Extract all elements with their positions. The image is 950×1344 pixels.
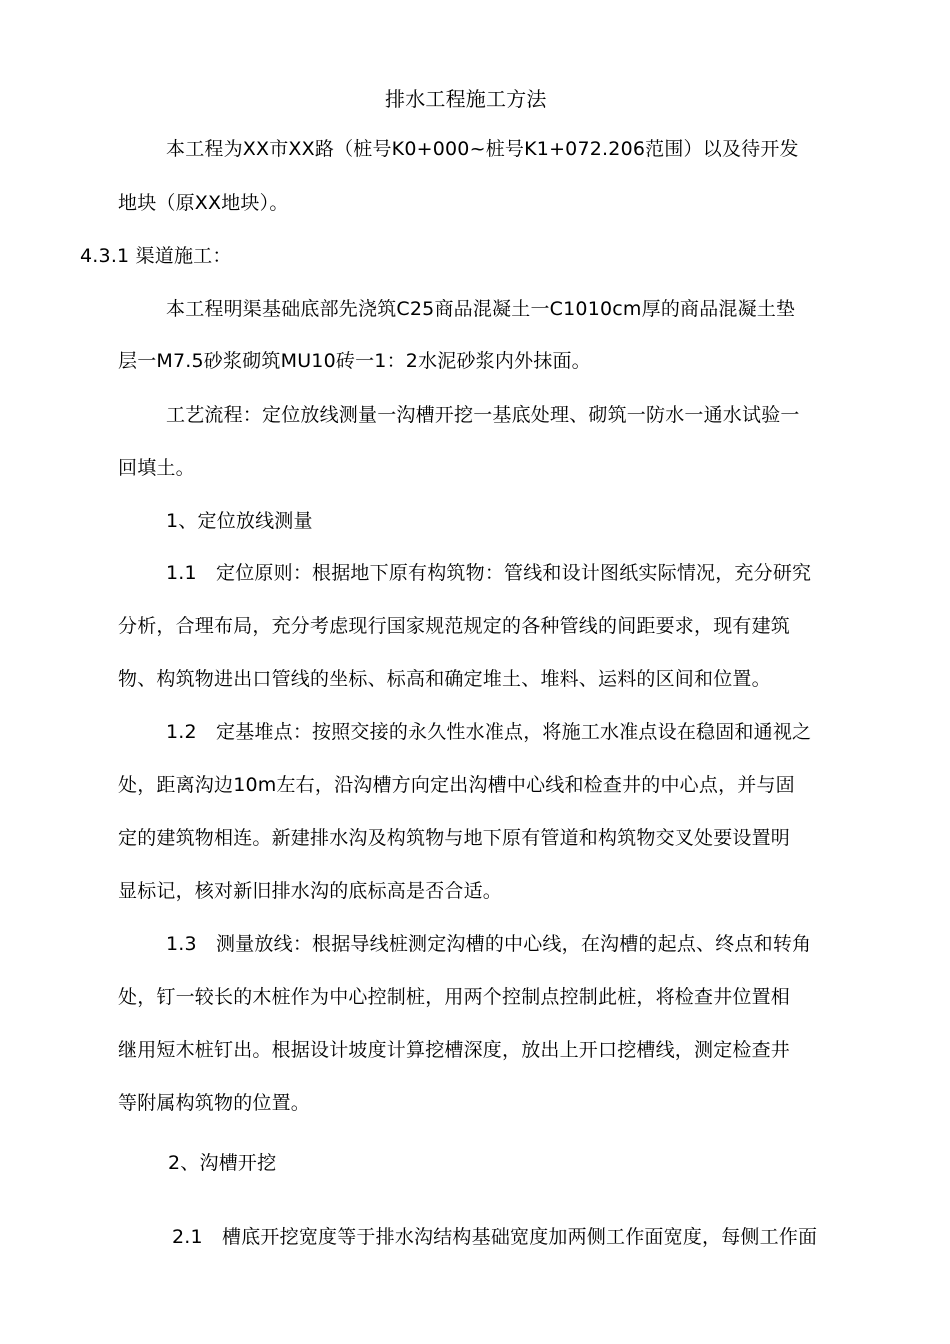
paragraph-line: 等附属构筑物的位置。: [118, 1092, 311, 1114]
paragraph-line: 1.1 定位原则：根据地下原有构筑物：管线和设计图纸实际情况，充分研究: [166, 562, 812, 584]
paragraph-line: 分析，合理布局，充分考虑现行国家规范规定的各种管线的间距要求，现有建筑: [118, 615, 791, 637]
paragraph-line: 处，距离沟边10m左右，沿沟槽方向定出沟槽中心线和检查井的中心点，并与固: [118, 774, 795, 796]
page-title: 排水工程施工方法: [385, 87, 547, 111]
paragraph-line: 1.3 测量放线：根据导线桩测定沟槽的中心线，在沟槽的起点、终点和转角: [166, 933, 812, 955]
paragraph-line: 处，钉一较长的木桩作为中心控制桩，用两个控制点控制此桩，将检查井位置相: [118, 986, 791, 1008]
subsection-heading: 1、定位放线测量: [166, 510, 313, 532]
paragraph-line: 本工程明渠基础底部先浇筑C25商品混凝土一C1010cm厚的商品混凝土垫: [166, 298, 796, 320]
subsection-heading: 2、沟槽开挖: [168, 1152, 277, 1174]
paragraph-line: 2.1 槽底开挖宽度等于排水沟结构基础宽度加两侧工作面宽度，每侧工作面: [172, 1226, 818, 1248]
section-heading: 4.3.1 渠道施工：: [80, 245, 232, 267]
paragraph-line: 层一M7.5砂浆砌筑MU10砖一1：2水泥砂浆内外抹面。: [118, 350, 591, 372]
paragraph-line: 1.2 定基堆点：按照交接的永久性水准点，将施工水准点设在稳固和通视之: [166, 721, 812, 743]
paragraph-line: 工艺流程：定位放线测量一沟槽开挖一基底处理、砌筑一防水一通水试验一: [166, 404, 800, 426]
paragraph-line: 本工程为XX市XX路（桩号K0+000~桩号K1+072.206范围）以及待开发: [166, 138, 799, 160]
paragraph-line: 继用短木桩钉出。根据设计坡度计算挖槽深度，放出上开口挖槽线，测定检查井: [118, 1039, 791, 1061]
paragraph-line: 物、构筑物进出口管线的坐标、标高和确定堆土、堆料、运料的区间和位置。: [118, 668, 771, 690]
paragraph-line: 显标记，核对新旧排水沟的底标高是否合适。: [118, 880, 503, 902]
paragraph-line: 回填土。: [118, 457, 195, 479]
paragraph-line: 地块（原XX地块）。: [118, 192, 289, 214]
paragraph-line: 定的建筑物相连。新建排水沟及构筑物与地下原有管道和构筑物交叉处要设置明: [118, 827, 791, 849]
